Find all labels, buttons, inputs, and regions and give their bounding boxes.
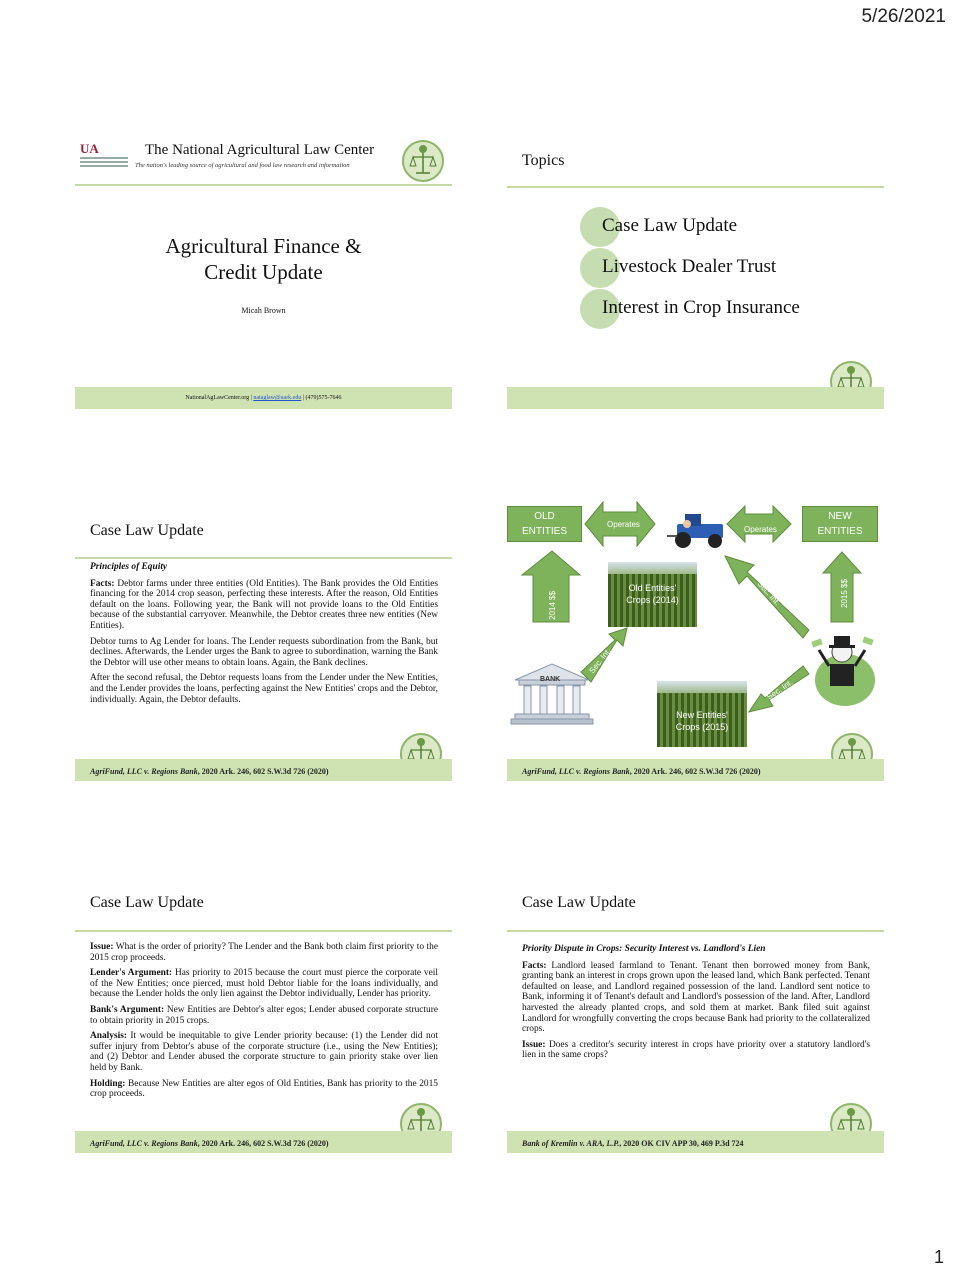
author-name: Micah Brown bbox=[241, 306, 286, 315]
slide-body: Issue: What is the order of priority? The Lender and the Bank both claim first priority to the 2015 crop proceeds. Lender's Argument: Has priority to 2015 because the court must pierce the corporate veil of the New Entities; once pierced, must hold Debtor liable for the loans individually, and because the Lender holds the only lien against the Debtor individually, Lender has priority. Bank's Argument: New Entities are Debtor's alter egos; Lender abused corporate structure to obtain priority in 2015 crops. Analysis: It would be inequitable to give Lender priority because: (1) the Lender did not suffer injury from Debtor's abuse of the corporate structure (i.e., using the New Entities); and (2) Debtor and Lender abused the corporate structure to gain priority stake over lien held by Bank. Holding: Because New Entities are alter egos of Old Entities, Bank has priority to the 2015 crop proceeds. bbox=[90, 942, 438, 1100]
slide-body: Principles of Equity Facts: Debtor farms under three entities (Old Entities). The Bank provides the Old Entities financing for the 2014 crop season, perfecting these interests. After the reason, Old Entities default on the loans. Following year, the Bank will not provide loans to the Old Entities because of the substantial carryover. Meanwhile, the Debtor creates three new entities (New Entities). Debtor turns to Ag Lender for loans. The Lender requests subordination from the Bank, but declines. Afterwards, the Lender urges the Bank to agree to subordination, warning the Bank the Debtor will use other means to obtain loans. Again, the Bank declines. After the second refusal, the Debtor requests loans from the Lender under the New Entities, and the Lender provides the loans, perfecting against the New Entities' crops and the Debtor, individually. Again, the Debtor defaults. bbox=[90, 562, 438, 705]
sec-int-label-bank: Sec. Int. bbox=[587, 646, 613, 676]
slide-title bbox=[75, 128, 452, 411]
tractor-icon bbox=[667, 514, 723, 548]
contact-bar: NationalAgLawCenter.org | nataglaw@uark.edu | (479)575-7646 bbox=[75, 387, 452, 409]
case-citation: AgriFund, LLC v. Regions Bank, 2020 Ark. 246, 602 S.W.3d 726 (2020) bbox=[90, 1139, 329, 1148]
center-seal-icon bbox=[401, 139, 445, 183]
page-date: 5/26/2021 bbox=[861, 6, 946, 27]
new-entities-box: NEW ENTITIES bbox=[802, 506, 878, 542]
university-logo: UA bbox=[80, 142, 132, 172]
funds-2015-label: 2015 $$ bbox=[840, 579, 849, 608]
slide-title-text: Case Law Update bbox=[522, 894, 636, 911]
operates-arrow-right bbox=[727, 506, 791, 542]
slide-case-facts bbox=[75, 500, 452, 783]
case-citation: AgriFund, LLC v. Regions Bank, 2020 Ark. 246, 602 S.W.3d 726 (2020) bbox=[90, 767, 329, 776]
center-tagline: The nation's leading source of agricultural and food law research and information bbox=[135, 162, 350, 169]
slide-subtitle: Priority Dispute in Crops: Security Interest vs. Landlord's Lien bbox=[522, 944, 766, 954]
slide-title-text: Case Law Update bbox=[90, 894, 204, 911]
bank-icon bbox=[511, 664, 593, 724]
case-citation: AgriFund, LLC v. Regions Bank, 2020 Ark. 246, 602 S.W.3d 726 (2020) bbox=[522, 767, 761, 776]
slide-body: Priority Dispute in Crops: Security Interest vs. Landlord's Lien Facts: Landlord leased farmland to Tenant. Tenant then borrowed money from Bank, granting bank an interest in crops grown upon the leased land, which Bank perfected. Tenant defaulted on lease, and Landlord regained possession of the land. Landlord sent notice to Bank, informing it of Tenant's default and Landlord's possession of the land. After, Landlord harvested the already planted crops, and sold them at market. Bank filed suit against Landlord for wrongfully converting the crops because Bank had priority to the collateralized crops. Issue: Does a creditor's security interest in crops have priority over a statutory landlord's lien in the same crops? bbox=[522, 944, 870, 1061]
email-link[interactable]: nataglaw@uark.edu bbox=[253, 395, 302, 401]
new-crops-image: New Entities' Crops (2015) bbox=[657, 681, 747, 747]
center-name: The National Agricultural Law Center bbox=[145, 142, 375, 158]
slide-topics: Topics Case Law Update Livestock Dealer Trust Interest in Crop Insurance bbox=[507, 128, 884, 411]
page-number: 1 bbox=[933, 1247, 944, 1267]
slide-title-text: Case Law Update bbox=[90, 522, 204, 539]
slide-subtitle: Principles of Equity bbox=[90, 562, 168, 572]
presentation-title: Agricultural Finance & Credit Update bbox=[165, 234, 362, 284]
sec-int-label-center: Sec. Int. bbox=[755, 579, 782, 608]
operates-label-right: Operates bbox=[744, 525, 777, 534]
money-man-icon bbox=[811, 636, 875, 706]
case-citation: Bank of Kremlin v. ARA, L.P., 2020 OK CIV APP 30, 469 P.3d 724 bbox=[522, 1139, 744, 1148]
slide-diagram bbox=[507, 500, 884, 783]
operates-label-left: Operates bbox=[607, 520, 640, 529]
old-entities-box: OLD ENTITIES bbox=[507, 506, 582, 542]
slide-case-analysis bbox=[75, 872, 452, 1155]
old-crops-image: Old Entities' Crops (2014) bbox=[608, 562, 697, 627]
slide-priority-dispute bbox=[507, 872, 884, 1155]
funds-2014-label: 2014 $$ bbox=[548, 591, 557, 620]
sec-int-label-lower: Sec. Int. bbox=[765, 677, 795, 702]
bank-label: BANK bbox=[540, 676, 561, 683]
slide-title-text: Topics bbox=[522, 152, 565, 169]
